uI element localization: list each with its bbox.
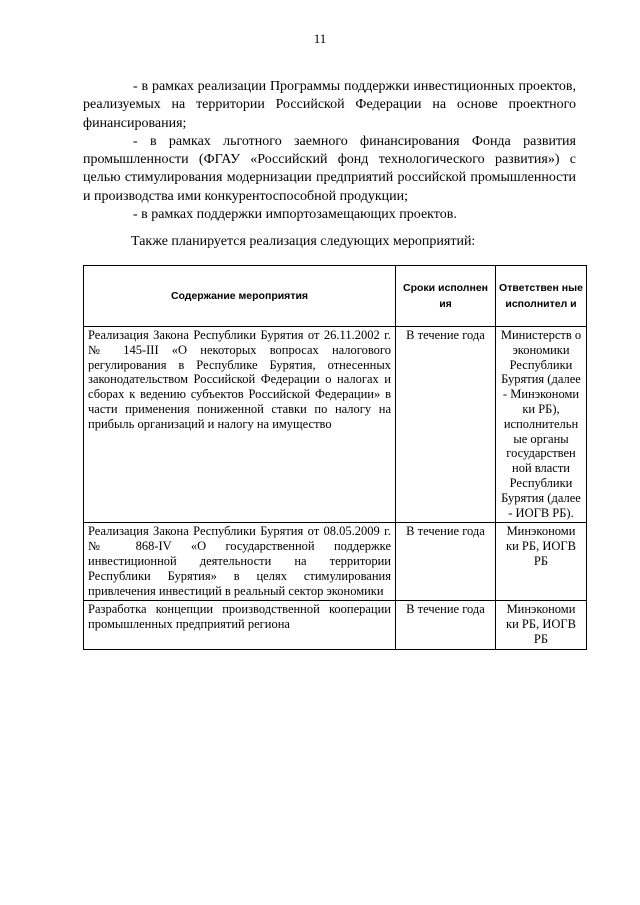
table-row xyxy=(84,523,587,601)
cell-deadline: В течение года xyxy=(396,523,496,601)
intro-paragraph: - в рамках льготного заемного финансирования Фонда развития промышленности (ФГАУ «Российский фонд технологического развития») с целью стимулирования модернизации предприятий российской промышленности и производства ими конкурентоспособной продукции; xyxy=(83,133,576,204)
cell-responsible: Министерств о экономики Республики Бурятия (далее - Минэкономи ки РБ), исполнительн ые органы государствен ной власти Республики Бурятия (далее - ИОГВ РБ). xyxy=(496,327,587,523)
intro-text xyxy=(83,78,576,224)
intro-heading: Также планируется реализация следующих мероприятий: xyxy=(131,234,476,249)
cell-deadline: В течение года xyxy=(396,601,496,649)
intro-paragraph: - в рамках реализации Программы поддержки инвестиционных проектов, реализуемых на территории Российской Федерации на основе проектного финансирования; xyxy=(83,79,576,131)
cell-responsible: Минэкономи ки РБ, ИОГВ РБ xyxy=(496,523,587,601)
table-header-row xyxy=(84,266,587,327)
cell-deadline: В течение года xyxy=(396,327,496,523)
cell-content: Реализация Закона Республики Бурятия от 26.11.2002 г. № 145-III «О некоторых вопросах налогового регулирования в Республике Бурятия, отнесенных законодательством Российской Федерации о налогах и сборах к ведению субъектов Российской Федерации» в части применения пониженной ставки по налогу на прибыль организаций и налогу на имущество xyxy=(84,327,396,523)
cell-content: Реализация Закона Республики Бурятия от 08.05.2009 г. № 868-IV «О государственной поддержке инвестиционной деятельности на территории Республики Бурятия» в целях стимулирования привлечения инвестиций в реальный сектор экономики xyxy=(84,523,396,601)
table-row xyxy=(84,601,587,649)
page-number: 11 xyxy=(313,31,327,46)
table-row xyxy=(84,327,587,523)
header-responsible: Ответствен ные исполнител и xyxy=(496,266,587,327)
cell-responsible: Минэкономи ки РБ, ИОГВ РБ xyxy=(496,601,587,649)
header-deadline: Сроки исполнен ия xyxy=(396,266,496,327)
header-content: Содержание мероприятия xyxy=(84,266,396,327)
measures-table xyxy=(83,265,587,650)
cell-content: Разработка концепции производственной кооперации промышленных предприятий региона xyxy=(84,601,396,649)
intro-paragraph: - в рамках поддержки импортозамещающих проектов. xyxy=(133,207,457,223)
